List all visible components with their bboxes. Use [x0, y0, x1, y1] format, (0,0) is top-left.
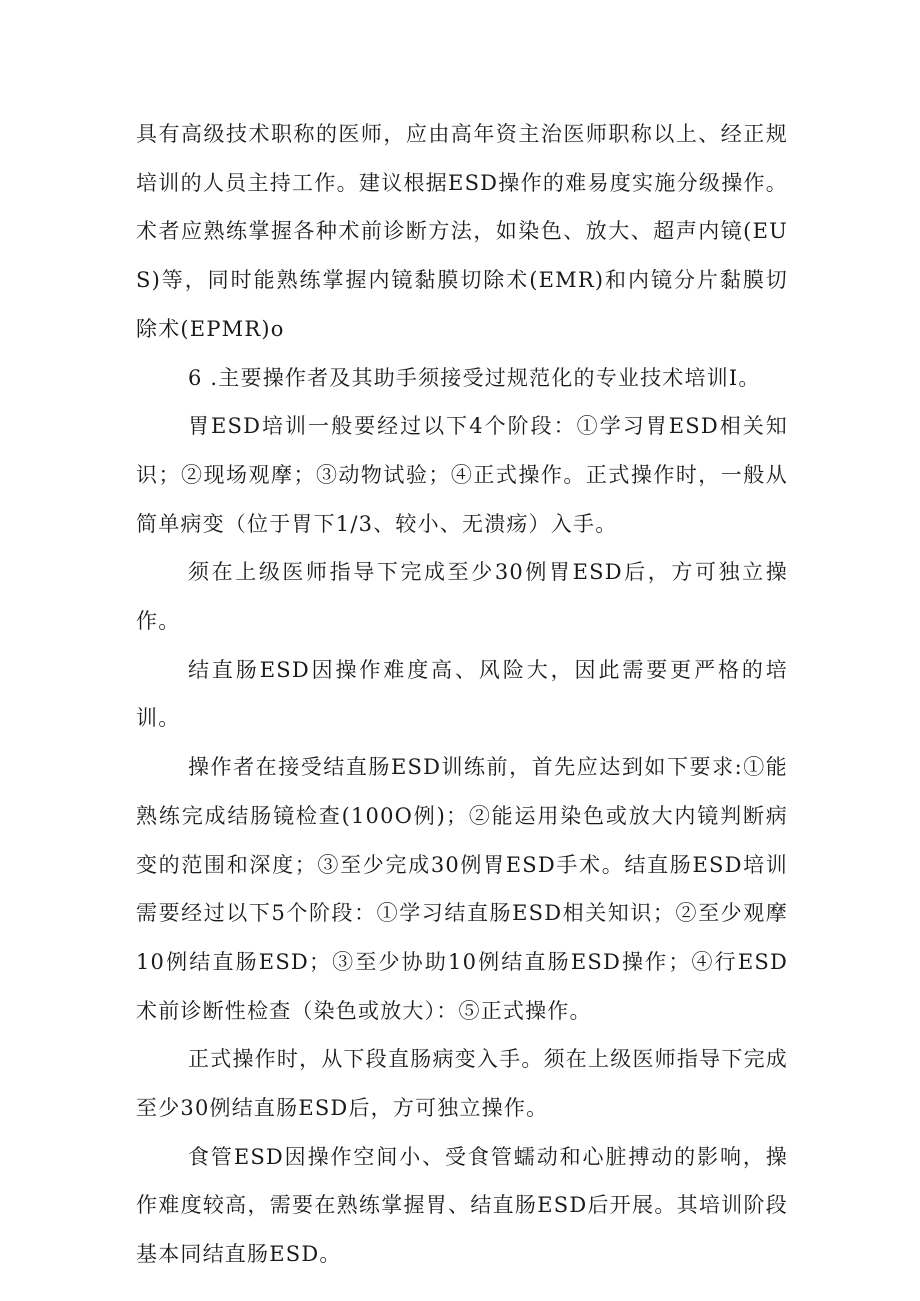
paragraph-colorectal-requirements: 操作者在接受结直肠ESD训练前，首先应达到如下要求:①能熟练完成结肠镜检查(100O例)；②能运用染色或放大内镜判断病变的范围和深度；③至少完成30例胃ESD手术。结直肠ESD培训需要经过以下5个阶段：①学习结直肠ESD相关知识；②至少观摩10例结直肠ESD；③至少协助10例结直肠ESD操作；④行ESD术前诊断性检查（染色或放大）：⑤正式操作。 — [136, 755, 788, 1023]
document-body — [136, 110, 788, 1279]
paragraph-esophageal: 食管ESD因操作空间小、受食管蠕动和心脏搏动的影响，操作难度较高，需要在熟练掌握胃、结直肠ESD后开展。其培训阶段基本同结直肠ESD。 — [136, 1144, 788, 1267]
paragraph-gastric-training: 胃ESD培训一般要经过以下4个阶段：①学习胃ESD相关知识；②现场观摩；③动物试验；④正式操作。正式操作时，一般从简单病变（位于胃下1/3、较小、无溃疡）入手。 — [136, 414, 788, 536]
paragraph-qualification: 具有高级技术职称的医师，应由高年资主治医师职称以上、经正规培训的人员主持工作。建议根据ESD操作的难易度实施分级操作。术者应熟练掌握各种术前诊断方法，如染色、放大、超声内镜(EUS)等，同时能熟练掌握内镜黏膜切除术(EMR)和内镜分片黏膜切除术(EPMR)o — [136, 122, 788, 341]
paragraph-gastric-independent: 须在上级医师指导下完成至少30例胃ESD后，方可独立操作。 — [136, 560, 788, 634]
paragraph-colorectal-intro: 结直肠ESD因操作难度高、风险大，因此需要更严格的培训。 — [136, 657, 788, 731]
paragraph-colorectal-independent: 正式操作时，从下段直肠病变入手。须在上级医师指导下完成至少30例结直肠ESD后，方可独立操作。 — [136, 1047, 788, 1121]
paragraph-item-6: 6 .主要操作者及其助手须接受过规范化的专业技术培训I。 — [188, 365, 761, 390]
